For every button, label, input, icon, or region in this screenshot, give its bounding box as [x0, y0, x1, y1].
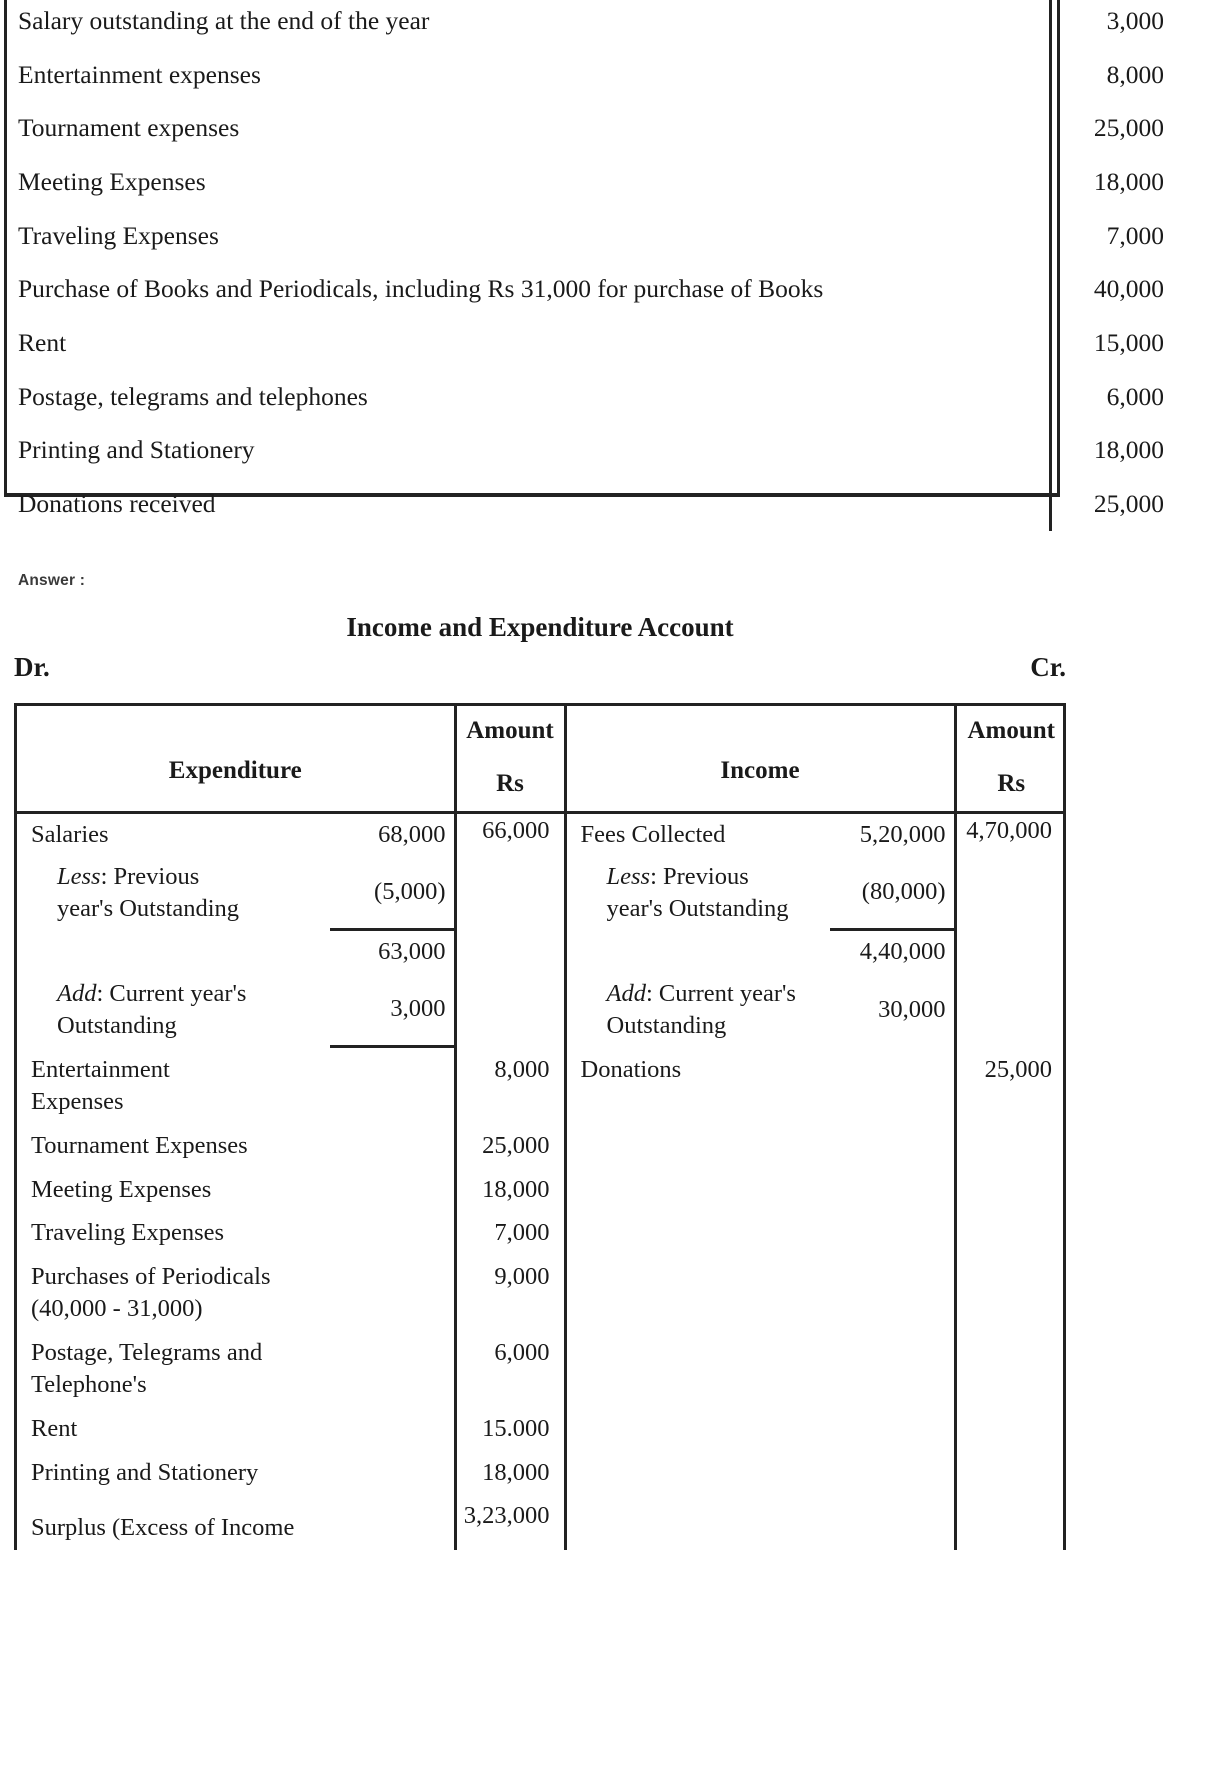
question-item-amount: 3,000 — [1106, 6, 1164, 35]
income-fees-block — [565, 813, 955, 1049]
fees-total-value: 4,70,000 — [966, 817, 1052, 844]
income-empty-amount — [955, 1211, 1066, 1255]
question-item-amount: 25,000 — [1093, 488, 1164, 518]
income-empty-amount — [955, 1124, 1066, 1168]
expenditure-amount: 18,000 — [455, 1168, 565, 1212]
header-amount-text: Amount — [466, 717, 554, 744]
salaries-subtotal-value: 63,000 — [378, 938, 446, 966]
income-donations-amount: 25,000 — [984, 1056, 1052, 1084]
expenditure-surplus-label: Surplus (Excess of Income — [17, 1494, 455, 1550]
less-keyword: Less — [606, 862, 651, 890]
header-currency-text: Rs — [997, 769, 1026, 797]
question-item-amount: 18,000 — [1093, 435, 1164, 465]
expenditure-amount: 7,000 — [455, 1211, 565, 1255]
table-row — [17, 1451, 1066, 1495]
table-row — [17, 1048, 1066, 1124]
add-keyword: Add — [57, 979, 97, 1007]
table-row — [17, 1211, 1066, 1255]
question-item-amount: 7,000 — [1106, 220, 1164, 250]
table-row — [4, 423, 1180, 477]
table-row — [4, 48, 1180, 102]
fees-add-line — [567, 973, 954, 1047]
salaries-total-value: 66,000 — [455, 813, 565, 1049]
header-amount-text: Amount — [967, 717, 1055, 744]
income-empty-cell — [565, 1494, 955, 1550]
expenditure-label — [17, 1255, 455, 1331]
add-rest: : Current year's — [96, 979, 247, 1007]
fees-add-value: 30,000 — [878, 995, 946, 1023]
header-expenditure-amount — [455, 706, 565, 813]
salaries-add-line — [17, 973, 454, 1047]
expenditure-salaries-block — [17, 813, 455, 1049]
table-row — [17, 1494, 1066, 1550]
income-empty-amount — [955, 1331, 1066, 1407]
expenditure-amount: 18,000 — [455, 1451, 565, 1495]
income-empty-amount — [955, 1407, 1066, 1451]
table-row — [4, 316, 1180, 370]
income-empty-amount — [955, 1255, 1066, 1331]
expenditure-label-line1: Entertainment — [31, 1056, 170, 1084]
fees-less-label — [567, 856, 830, 930]
table-row — [17, 1168, 1066, 1212]
fees-less-value: (80,000) — [830, 856, 954, 930]
less-rest: : Previous — [650, 862, 749, 890]
table-row — [4, 477, 1180, 531]
income-empty-cell — [565, 1407, 955, 1451]
page-title: Income and Expenditure Account — [346, 612, 734, 642]
fees-value: 5,20,000 — [859, 821, 946, 848]
salaries-less-value: (5,000) — [330, 856, 454, 930]
question-item-amount: 18,000 — [1093, 166, 1164, 196]
question-table — [4, 0, 1164, 531]
question-item-label: Rent — [4, 316, 1050, 370]
expenditure-label: Printing and Stationery — [17, 1451, 455, 1495]
table-row — [17, 1407, 1066, 1451]
question-item-label: Salary outstanding at the end of the year — [4, 0, 1050, 48]
less-label-line2: year's Outstanding — [57, 894, 240, 922]
income-empty-cell — [565, 1255, 955, 1331]
less-rest: : Previous — [100, 862, 200, 890]
fees-label: Fees Collected — [580, 821, 726, 848]
question-item-label: Traveling Expenses — [4, 209, 1050, 263]
table-row — [4, 155, 1180, 209]
salaries-add-label — [17, 973, 330, 1047]
salaries-subtotal-line — [17, 930, 454, 973]
salaries-value: 68,000 — [378, 821, 446, 848]
fees-less-line — [567, 856, 954, 930]
expenditure-label: Rent — [17, 1407, 455, 1451]
add-label-line2: Outstanding — [57, 1011, 177, 1039]
question-item-label: Postage, telegrams and telephones — [4, 370, 1050, 424]
question-item-amount: 6,000 — [1106, 381, 1164, 411]
less-label-line2: year's Outstanding — [606, 894, 789, 922]
question-item-label: Tournament expenses — [4, 101, 1050, 155]
debit-credit-line — [14, 652, 1066, 683]
table-row — [4, 101, 1180, 155]
table-row-salaries-fees — [17, 813, 1066, 1049]
expenditure-label: Tournament Expenses — [17, 1124, 455, 1168]
table-row — [4, 209, 1180, 263]
header-currency-text: Rs — [496, 769, 524, 797]
income-empty-amount — [955, 1168, 1066, 1212]
expenditure-amount: 6,000 — [455, 1331, 565, 1407]
expenditure-label: Traveling Expenses — [17, 1211, 455, 1255]
income-expenditure-table — [14, 703, 1066, 1550]
expenditure-label-line2: (40,000 - 31,000) — [31, 1295, 203, 1323]
add-rest: : Current year's — [645, 979, 796, 1007]
question-item-amount: 25,000 — [1093, 113, 1164, 143]
question-item-label: Donations received — [4, 477, 1050, 531]
expenditure-amount: 25,000 — [455, 1124, 565, 1168]
expenditure-label-line2: Telephone's — [31, 1370, 147, 1398]
income-empty-cell — [565, 1451, 955, 1495]
expenditure-label-line1: Purchases of Periodicals — [31, 1263, 271, 1291]
add-keyword: Add — [606, 979, 646, 1007]
income-donations-label: Donations — [565, 1048, 955, 1124]
expenditure-label: Meeting Expenses — [17, 1168, 455, 1212]
answer-label: Answer : — [18, 572, 86, 589]
question-item-label: Printing and Stationery — [4, 423, 1050, 477]
question-item-label: Meeting Expenses — [4, 155, 1050, 209]
expenditure-amount: 8,000 — [455, 1048, 565, 1124]
expenditure-label-line1: Postage, Telegrams and — [31, 1338, 263, 1366]
debit-label: Dr. — [14, 652, 50, 682]
table-row — [4, 262, 1180, 316]
salaries-subtotal-spacer — [17, 930, 330, 973]
expenditure-label-line2: Expenses — [31, 1087, 124, 1115]
fees-line — [567, 814, 954, 856]
header-income: Income — [565, 706, 955, 813]
table-row — [4, 370, 1180, 424]
salaries-add-value: 3,000 — [330, 973, 454, 1047]
table-row — [4, 0, 1180, 48]
table-row — [17, 1331, 1066, 1407]
expenditure-label — [17, 1048, 455, 1124]
salaries-less-label — [17, 856, 330, 930]
table-row — [17, 1255, 1066, 1331]
salaries-label: Salaries — [31, 821, 109, 848]
question-item-amount: 40,000 — [1093, 274, 1164, 304]
expenditure-amount: 15.000 — [455, 1407, 565, 1451]
income-empty-amount — [955, 1451, 1066, 1495]
income-empty-amount — [955, 1494, 1066, 1550]
income-empty-cell — [565, 1168, 955, 1212]
fees-subtotal-spacer — [567, 930, 830, 973]
expenditure-label — [17, 1331, 455, 1407]
question-item-label: Entertainment expenses — [4, 48, 1050, 102]
income-empty-cell — [565, 1331, 955, 1407]
less-keyword: Less — [57, 862, 101, 890]
fees-subtotal-line — [567, 930, 954, 973]
credit-label: Cr. — [1030, 652, 1066, 682]
fees-subtotal-value: 4,40,000 — [859, 938, 946, 966]
expenditure-surplus-amount: 3,23,000 — [455, 1494, 565, 1550]
income-empty-cell — [565, 1211, 955, 1255]
salaries-less-line — [17, 856, 454, 930]
table-row — [17, 1124, 1066, 1168]
header-income-amount — [955, 706, 1066, 813]
question-item-amount: 15,000 — [1093, 327, 1164, 357]
table-header-row — [17, 706, 1066, 813]
add-label-line2: Outstanding — [606, 1011, 727, 1039]
header-expenditure: Expenditure — [17, 706, 455, 813]
fees-add-label — [567, 973, 830, 1047]
income-empty-cell — [565, 1124, 955, 1168]
question-item-amount: 8,000 — [1106, 59, 1164, 89]
salaries-line — [17, 814, 454, 856]
question-item-label: Purchase of Books and Periodicals, including Rs 31,000 for purchase of Books — [4, 262, 1050, 316]
expenditure-amount: 9,000 — [455, 1255, 565, 1331]
